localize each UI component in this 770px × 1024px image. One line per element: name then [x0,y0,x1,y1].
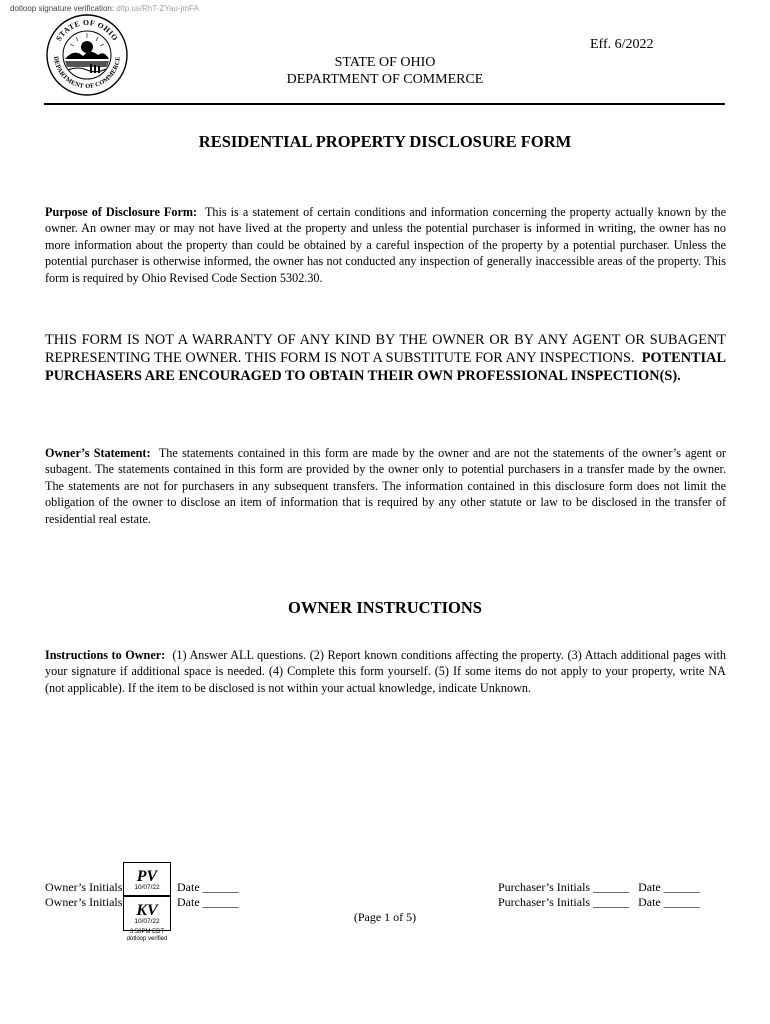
instructions-paragraph [45,647,726,696]
warning-text: THIS FORM IS NOT A WARRANTY OF ANY KIND BY THE OWNER OR BY ANY AGENT OR SUBAGENT REPRESENTING THE OWNER. THIS FORM IS NOT A SUBSTITUTE FOR ANY INSPECTIONS. [45,332,726,366]
agency-state: STATE OF OHIO [334,55,436,70]
owner-date-2: Date ______ [177,895,239,909]
warranty-warning [45,331,726,385]
owner-date-1: Date ______ [177,880,239,894]
purchaser-initials-label-2: Purchaser’s Initials ______ [498,895,630,909]
header-divider [44,103,725,105]
owner-initials-label-1: Owner’s Initials [45,880,123,894]
instructions-text: (1) Answer ALL questions. (2) Report known conditions affecting the property. (3) Attach additional pages with your signature if additional space is needed. (4) Complete this form yourself. (5) If some items do not apply to your property, write NA (not applicable). If the item to be disclosed is not within your actual knowledge, indicate Unknown. [45,648,726,695]
ohio-commerce-seal [46,14,128,96]
seal-bottom-text: DEPARTMENT OF COMMERCE [51,55,123,91]
form-title: RESIDENTIAL PROPERTY DISCLOSURE FORM [198,132,572,151]
verification-label: dotloop signature verification: [10,4,115,13]
purpose-text: This is a statement of certain conditions and information concerning the property actually known by the owner. An owner may or may not have lived at the property and unless the potential purchaser is informed in writing, the owner has no more information about the property than could be obtained by a careful inspection of the property by a potential purchaser. Unless the potential purchaser is otherwise informed, the owner has not conducted any inspection of generally inaccessible areas of the property. This form is required by Ohio Revised Code Section 5302.30. [45,205,727,285]
purpose-label: Purpose of Disclosure Form: [45,205,198,219]
agency-department: DEPARTMENT OF COMMERCE [286,72,484,87]
instructions-label: Instructions to Owner: [45,648,166,662]
stamp-2-time: 3:58PM EDT [129,929,165,935]
owner-instructions-title: OWNER INSTRUCTIONS [288,598,482,617]
stamp-verified-label: dotloop verified [126,936,168,942]
verification-link[interactable]: dtlp.us/RhT-ZYau-jmFA [116,4,199,13]
owner-statement-paragraph [45,445,726,527]
page-number: (Page 1 of 5) [353,910,417,924]
owner-statement-text: The statements contained in this form are made by the owner and are not the statements of the owner’s agent or subagent. The statements contained in this form are provided by the owner only to potential purchasers in a transfer made by the owner. The statements are not for purchasers in any subsequent transfers. The information contained in this disclosure form does not limit the obligation of the owner to disclose an item of information that is required by any other statute or law to be disclosed in the transfer of residential real estate. [45,446,726,526]
svg-text:PV: PV [136,868,158,884]
owner-initials-stamp-1[interactable] [123,862,171,896]
agency-header [230,54,540,88]
purpose-paragraph [45,204,726,286]
stamp-verification-footer [114,929,180,943]
seal-top-text: STATE OF OHIO [54,17,120,43]
purchaser-date-1: Date ______ [638,880,700,894]
purchaser-initials-1 [498,880,700,895]
svg-text:KV: KV [136,902,158,918]
warning-bold: POTENTIAL PURCHASERS ARE ENCOURAGED TO OBTAIN THEIR OWN PROFESSIONAL INSPECTION(S). [45,350,726,384]
initials-signature-1 [130,866,164,884]
purchaser-initials-label-1: Purchaser’s Initials ______ [498,880,630,894]
effective-date: Eff. 6/2022 [590,37,654,52]
owner-initials-label-2: Owner’s Initials [45,895,123,909]
signature-verification [10,4,199,13]
owner-statement-label: Owner’s Statement: [45,446,151,460]
stamp-2-date: 10/07/22 [134,918,160,925]
purchaser-date-2: Date ______ [638,895,700,909]
purchaser-initials-2 [498,895,700,910]
stamp-1-date: 10/07/22 [134,884,160,891]
